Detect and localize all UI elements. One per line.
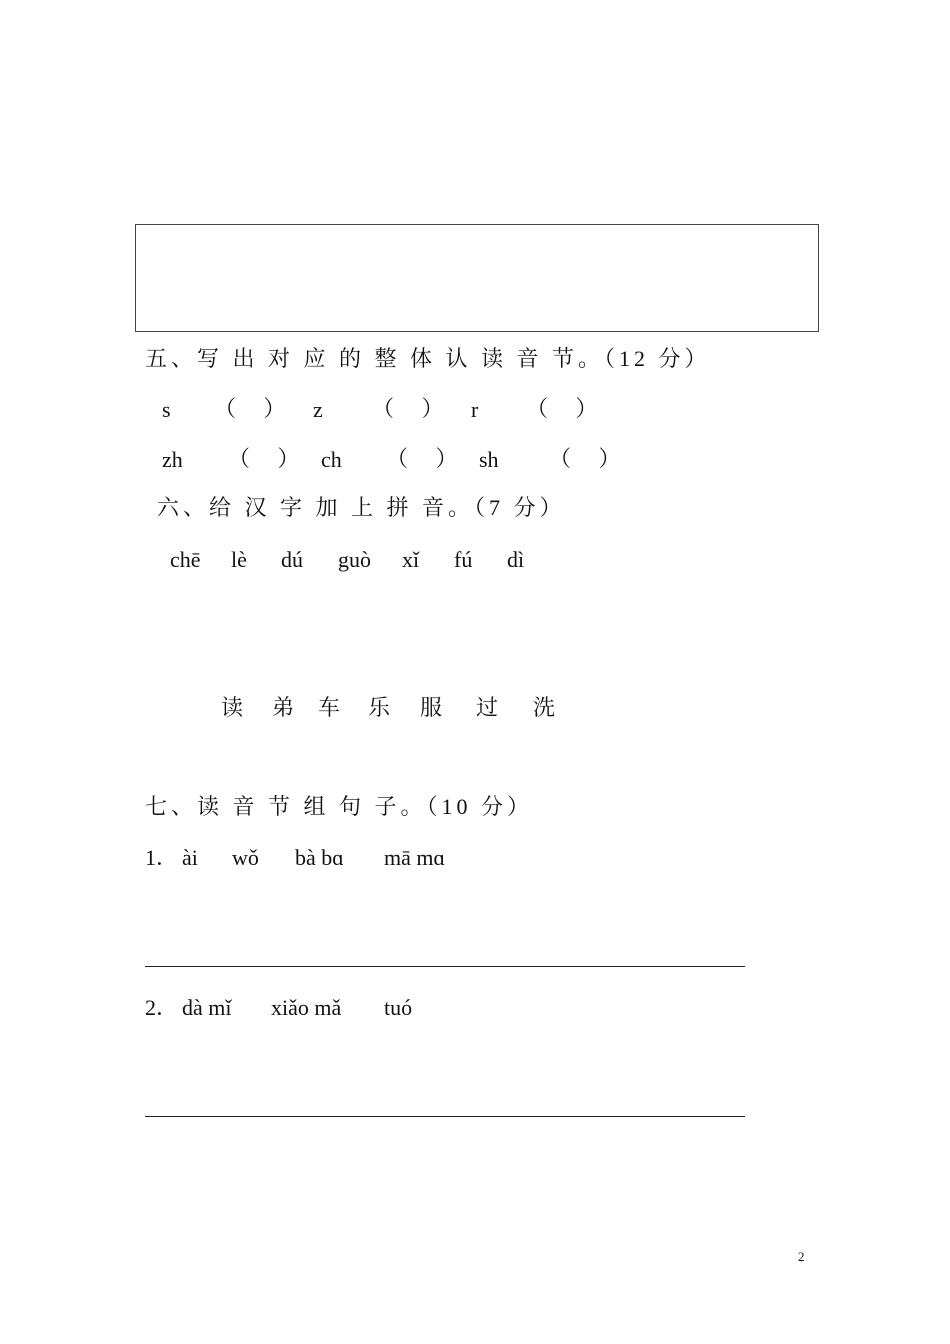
pinyin-item: fú <box>454 547 473 572</box>
initial-sh: sh <box>479 447 499 472</box>
syllable: mā mɑ <box>384 845 445 870</box>
syllable: tuó <box>384 995 413 1020</box>
answer-box <box>135 224 819 332</box>
section-7-title: 七、读 音 节 组 句 子。（10 分） <box>145 794 534 819</box>
answer-blank[interactable]: （ ） <box>526 396 598 421</box>
section-6-title: 六、给 汉 字 加 上 拼 音。（7 分） <box>157 495 566 520</box>
answer-blank[interactable]: （ ） <box>549 446 621 471</box>
syllable: ài <box>182 845 198 870</box>
answer-line[interactable] <box>145 1116 745 1117</box>
pinyin-item: guò <box>338 547 371 572</box>
pinyin-item: lè <box>231 547 247 572</box>
initial-zh: zh <box>162 447 183 472</box>
character-item: 车 <box>318 695 341 720</box>
answer-line[interactable] <box>145 966 745 967</box>
initial-r: r <box>471 397 479 422</box>
syllable: bà bɑ <box>295 845 344 870</box>
answer-blank[interactable]: （ ） <box>386 446 458 471</box>
initial-z: z <box>313 397 323 422</box>
character-item: 读 <box>221 695 244 720</box>
character-item: 服 <box>420 695 443 720</box>
syllable: dà mǐ <box>182 995 232 1020</box>
answer-blank[interactable]: （ ） <box>372 396 444 421</box>
character-item: 弟 <box>272 695 295 720</box>
pinyin-item: dú <box>281 547 303 572</box>
answer-blank[interactable]: （ ） <box>214 396 286 421</box>
character-item: 乐 <box>368 695 391 720</box>
initial-s: s <box>162 397 171 422</box>
page-number: 2 <box>798 1249 805 1264</box>
pinyin-item: chē <box>170 547 201 572</box>
syllable: xiǎo mǎ <box>271 995 342 1020</box>
character-item: 过 <box>476 695 499 720</box>
section-5-title: 五、写 出 对 应 的 整 体 认 读 音 节。（12 分） <box>145 346 711 371</box>
answer-blank[interactable]: （ ） <box>228 446 300 471</box>
syllable: wǒ <box>232 845 259 870</box>
pinyin-item: dì <box>507 547 525 572</box>
item-number: 1． <box>145 845 179 870</box>
initial-ch: ch <box>321 447 342 472</box>
character-item: 洗 <box>533 695 556 720</box>
pinyin-item: xǐ <box>402 547 420 572</box>
item-number: 2． <box>145 995 179 1020</box>
